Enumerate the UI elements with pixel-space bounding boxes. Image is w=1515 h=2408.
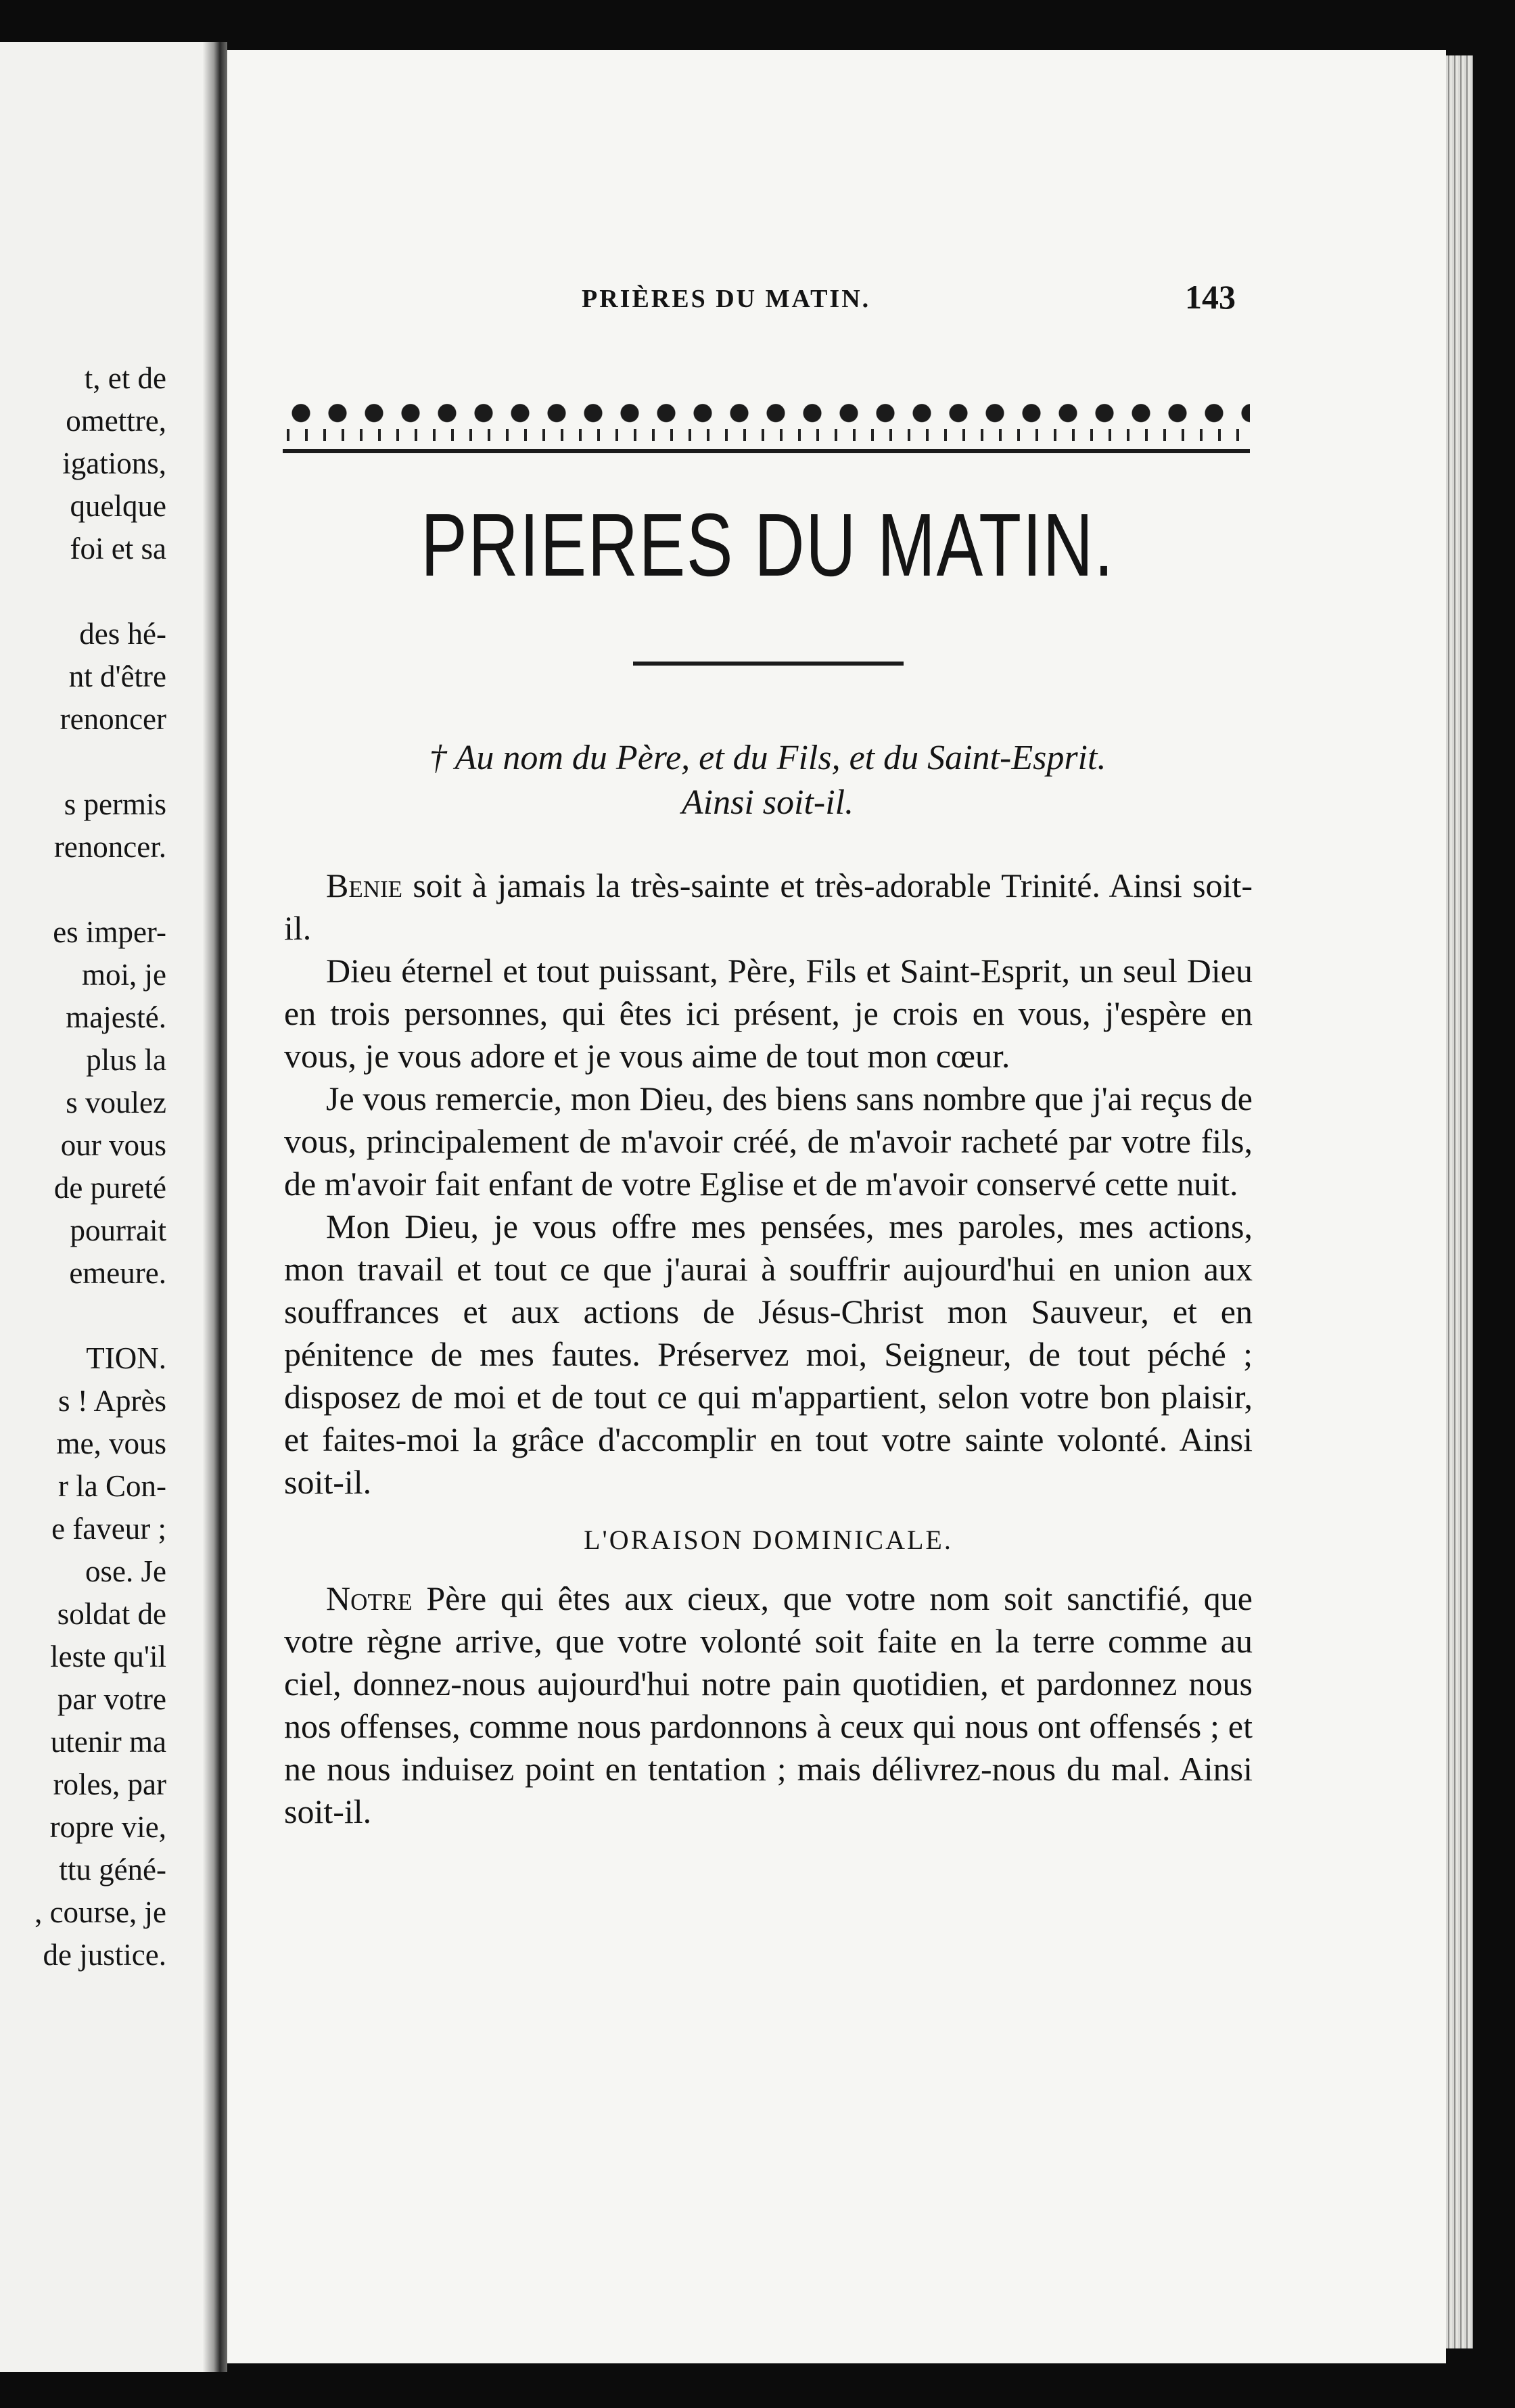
invocation-line-2: Ainsi soit-il. [681,783,854,822]
title-rule [633,662,904,666]
paragraph-offering: Mon Dieu, je vous offre mes pensées, mes paroles, mes actions, mon travail et tout ce que j'aurai à souffrir aujourd'hui en union aux souffrances et aux actions de Jésus-Christ mon Sauveur, et en pénitence de mes fautes. Préservez moi, Seigneur, de tout péché ; disposez de moi et de tout ce qui m'appartient, selon votre bon plaisir, et faites-moi la grâce d'accomplir en tout votre sainte volonté. Ainsi soit-il. [284,1207,1253,1501]
left-page-line: renoncer. [53,830,166,864]
left-page-line [0,1295,215,1337]
left-facing-page [0,42,215,2372]
left-page-line: renoncer [60,702,166,736]
left-page-line: plus la [86,1043,166,1077]
left-page-line: nt d'être [68,659,166,693]
left-page-line: es imper- [53,915,166,949]
left-page-line: our vous [60,1128,166,1162]
left-page-line: ose. Je [85,1554,166,1588]
left-page-line: utenir ma [50,1725,166,1759]
paragraph-thanks: Je vous remercie, mon Dieu, des biens sans nombre que j'ai reçus de vous, principalement de m'avoir créé, de m'avoir racheté par votre fils, de m'avoir fait enfant de votre Eglise et de m'avoir conservé cette nuit. [284,1080,1253,1203]
left-page-line: r la Con- [58,1469,166,1503]
invocation-line-1: † Au nom du Père, et du Fils, et du Saint-Esprit. [429,739,1106,777]
left-page-line: emeure. [69,1256,166,1290]
left-page-line: pourrait [70,1213,166,1247]
section-heading: L'ORAISON DOMINICALE. [584,1525,953,1555]
left-page-line [0,570,215,613]
left-page-line: omettre, [66,404,166,438]
ornament-baseline [283,449,1250,453]
left-page-line: de justice. [43,1938,166,1972]
left-page-line: roles, par [53,1767,166,1801]
left-page-line: des hé- [79,617,166,651]
paragraph-profession: Dieu éternel et tout puissant, Père, Fils et Saint-Esprit, un seul Dieu en trois personnes, qui êtes ici présent, je crois en vous, j'espère en vous, je vous adore et je vous aime de tout mon cœur. [284,952,1253,1075]
left-page-line [0,741,215,783]
left-page-line: , course, je [34,1895,166,1929]
left-page-line: de pureté [53,1171,166,1205]
left-page-line: s voulez [66,1086,166,1119]
left-page-line: s ! Après [58,1384,166,1418]
paragraph-text: soit à jamais la très-sainte et très-adorable Trinité. Ainsi soit-il. [284,866,1253,947]
left-page-line: leste qu'il [50,1640,166,1673]
book-gutter [203,42,227,2372]
drop-word: Notre [326,1579,413,1617]
drop-word: Benie [326,866,403,904]
left-page-line: ttu géné- [59,1853,166,1886]
invocation [284,736,1251,825]
left-page-line: me, vous [56,1427,166,1460]
left-page-line [0,869,215,911]
left-page-text [0,357,215,1976]
chapter-title: PRIERES DU MATIN. [421,495,1115,595]
left-page-line: quelque [70,489,166,523]
left-page-line: ropre vie, [49,1810,166,1844]
paragraph-text: Père qui êtes aux cieux, que votre nom soit sanctifié, que votre règne arrive, que votre volonté soit faite en la terre comme au ciel, donnez-nous aujourd'hui notre pain quotidien, et pardonnez nous nos offenses, comme nous pardonnons à ceux qui nous ont offensés ; et ne nous induisez point en tentation ; mais délivrez-nous du mal. Ainsi soit-il. [284,1579,1253,1830]
page-number: 143 [1185,278,1236,316]
decorative-ornament-band [283,394,1250,449]
body-text [284,864,1253,1833]
left-page-line: foi et sa [70,532,166,565]
left-page-line: moi, je [82,958,166,992]
paragraph-lords-prayer [284,1577,1253,1833]
paragraph-trinity [284,864,1253,950]
left-page-line: igations, [62,446,166,480]
left-page-line: t, et de [84,361,166,395]
left-page-line: par votre [57,1682,166,1716]
left-page-line: soldat de [57,1597,166,1631]
page-edges [1446,55,1473,2348]
left-page-line: TION. [86,1341,166,1375]
left-page-line: s permis [64,787,166,821]
left-page-line: e faveur ; [51,1512,166,1546]
left-page-line: majesté. [66,1000,166,1034]
running-head: PRIÈRES DU MATIN. [582,285,871,313]
